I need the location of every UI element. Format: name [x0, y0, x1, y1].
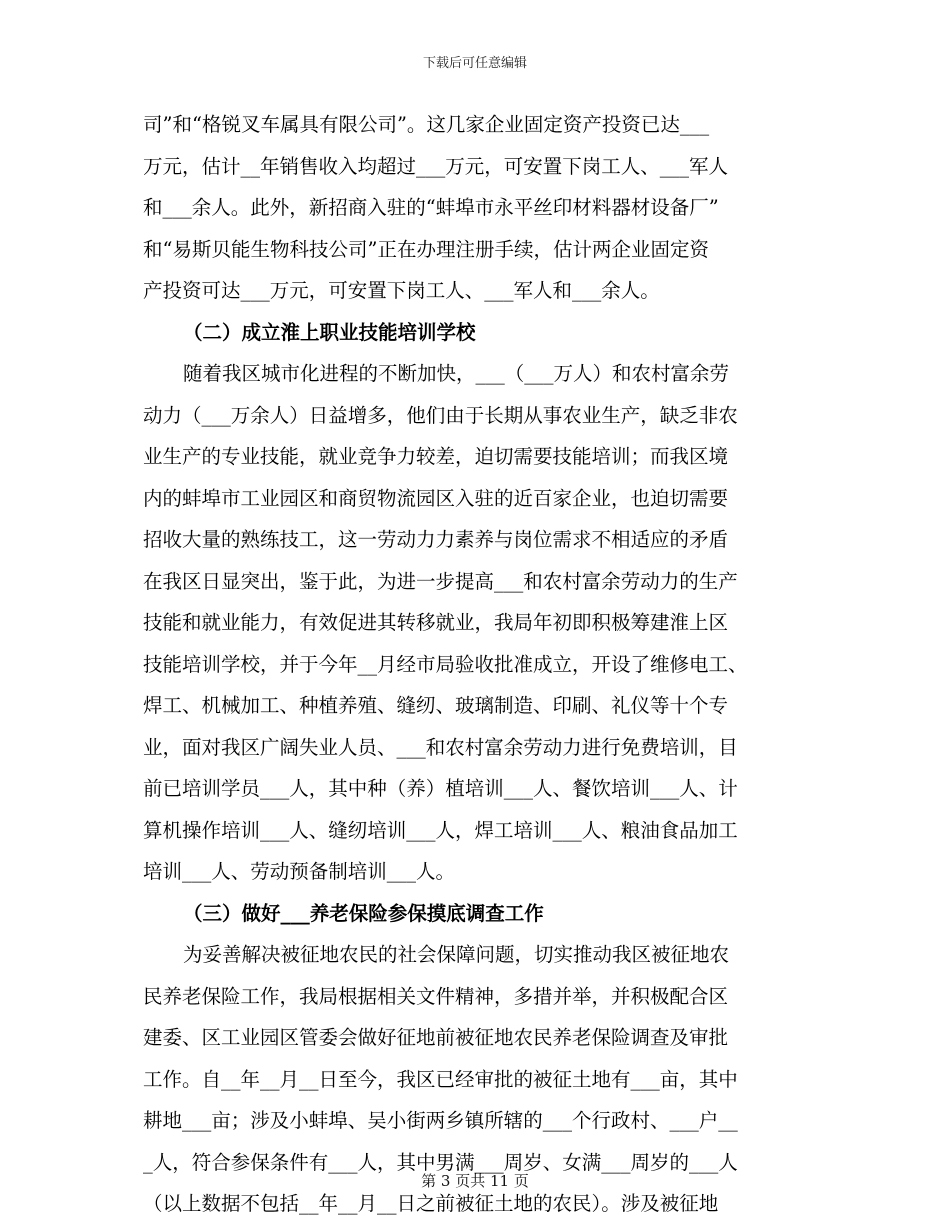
text-line: 司”和“格锐叉车属具有限公司”。这几家企业固定资产投资已达___	[143, 113, 710, 136]
text-line: 前已培训学员___人，其中种（养）植培训___人、餐饮培训___人、计	[143, 777, 738, 800]
text-line: 培训___人、劳动预备制培训___人。	[143, 860, 456, 883]
text-line: 招收大量的熟练技工，这一劳动力力素养与岗位需求不相适应的矛盾	[143, 528, 729, 551]
page-footer: 第 3 页共 11 页	[421, 1172, 529, 1190]
paragraph-start: 为妥善解决被征地农民的社会保障问题，切实推动我区被征地农	[183, 943, 730, 966]
paragraph-start: 随着我区城市化进程的不断加快，___（___万人）和农村富余劳	[183, 362, 730, 385]
text-line: 算机操作培训___人、缝纫培训___人，焊工培训___人、粮油食品加工	[143, 818, 738, 842]
text-line: 动力（___万余人）日益增多，他们由于长期从事农业生产，缺乏非农	[143, 403, 738, 427]
text-line: _人，符合参保条件有___人，其中男满___周岁、女满___周岁的___人	[143, 1150, 738, 1174]
text-line: 和“易斯贝能生物科技公司”正在办理注册手续，估计两企业固定资	[143, 237, 709, 261]
text-line: （以上数据不包括__年__月__日之前被征土地的农民）。涉及被征地	[143, 1192, 719, 1215]
text-line: 建委、区工业园区管委会做好征地前被征地农民养老保险调查及审批	[143, 1026, 729, 1049]
text-line: 在我区日显突出，鉴于此，为进一步提高___和农村富余劳动力的生产	[143, 569, 738, 593]
text-line: 万元，估计__年销售收入均超过___万元，可安置下岗工人、___军人	[143, 154, 729, 178]
section-heading-3: （三）做好___养老保险参保摸底调查工作	[183, 901, 544, 925]
text-line: 产投资可达___万元，可安置下岗工人、___军人和___余人。	[143, 279, 660, 302]
section-heading-2: （二）成立淮上职业技能培训学校	[183, 320, 476, 344]
text-line: 工作。自__年__月__日至今，我区已经审批的被征土地有___亩，其中	[143, 1067, 738, 1091]
text-line: 和___余人。此外，新招商入驻的“蚌埠市永平丝印材料器材设备厂”	[143, 196, 719, 219]
text-line: 民养老保险工作，我局根据相关文件精神，多措并举，并积极配合区	[143, 984, 729, 1008]
text-line: 技能培训学校，并于今年__月经市局验收批准成立，开设了维修电工、	[143, 652, 748, 676]
text-line: 技能和就业能力，有效促进其转移就业，我局年初即积极筹建淮上区	[143, 611, 729, 634]
document-body	[143, 104, 813, 1225]
text-line: 焊工、机械加工、种植养殖、缝纫、玻璃制造、印刷、礼仪等十个专	[143, 694, 729, 717]
text-line: 内的蚌埠市工业园区和商贸物流园区入驻的近百家企业，也迫切需要	[143, 486, 729, 510]
text-line: 业生产的专业技能，就业竞争力较差，迫切需要技能培训；而我区境	[143, 445, 729, 468]
text-line: 耕地___亩；涉及小蚌埠、吴小街两乡镇所辖的___个行政村、___户__	[143, 1109, 738, 1132]
text-line: 业，面对我区广阔失业人员、___和农村富余劳动力进行免费培训，目	[143, 735, 738, 759]
page-header: 下载后可任意编辑	[422, 56, 527, 71]
